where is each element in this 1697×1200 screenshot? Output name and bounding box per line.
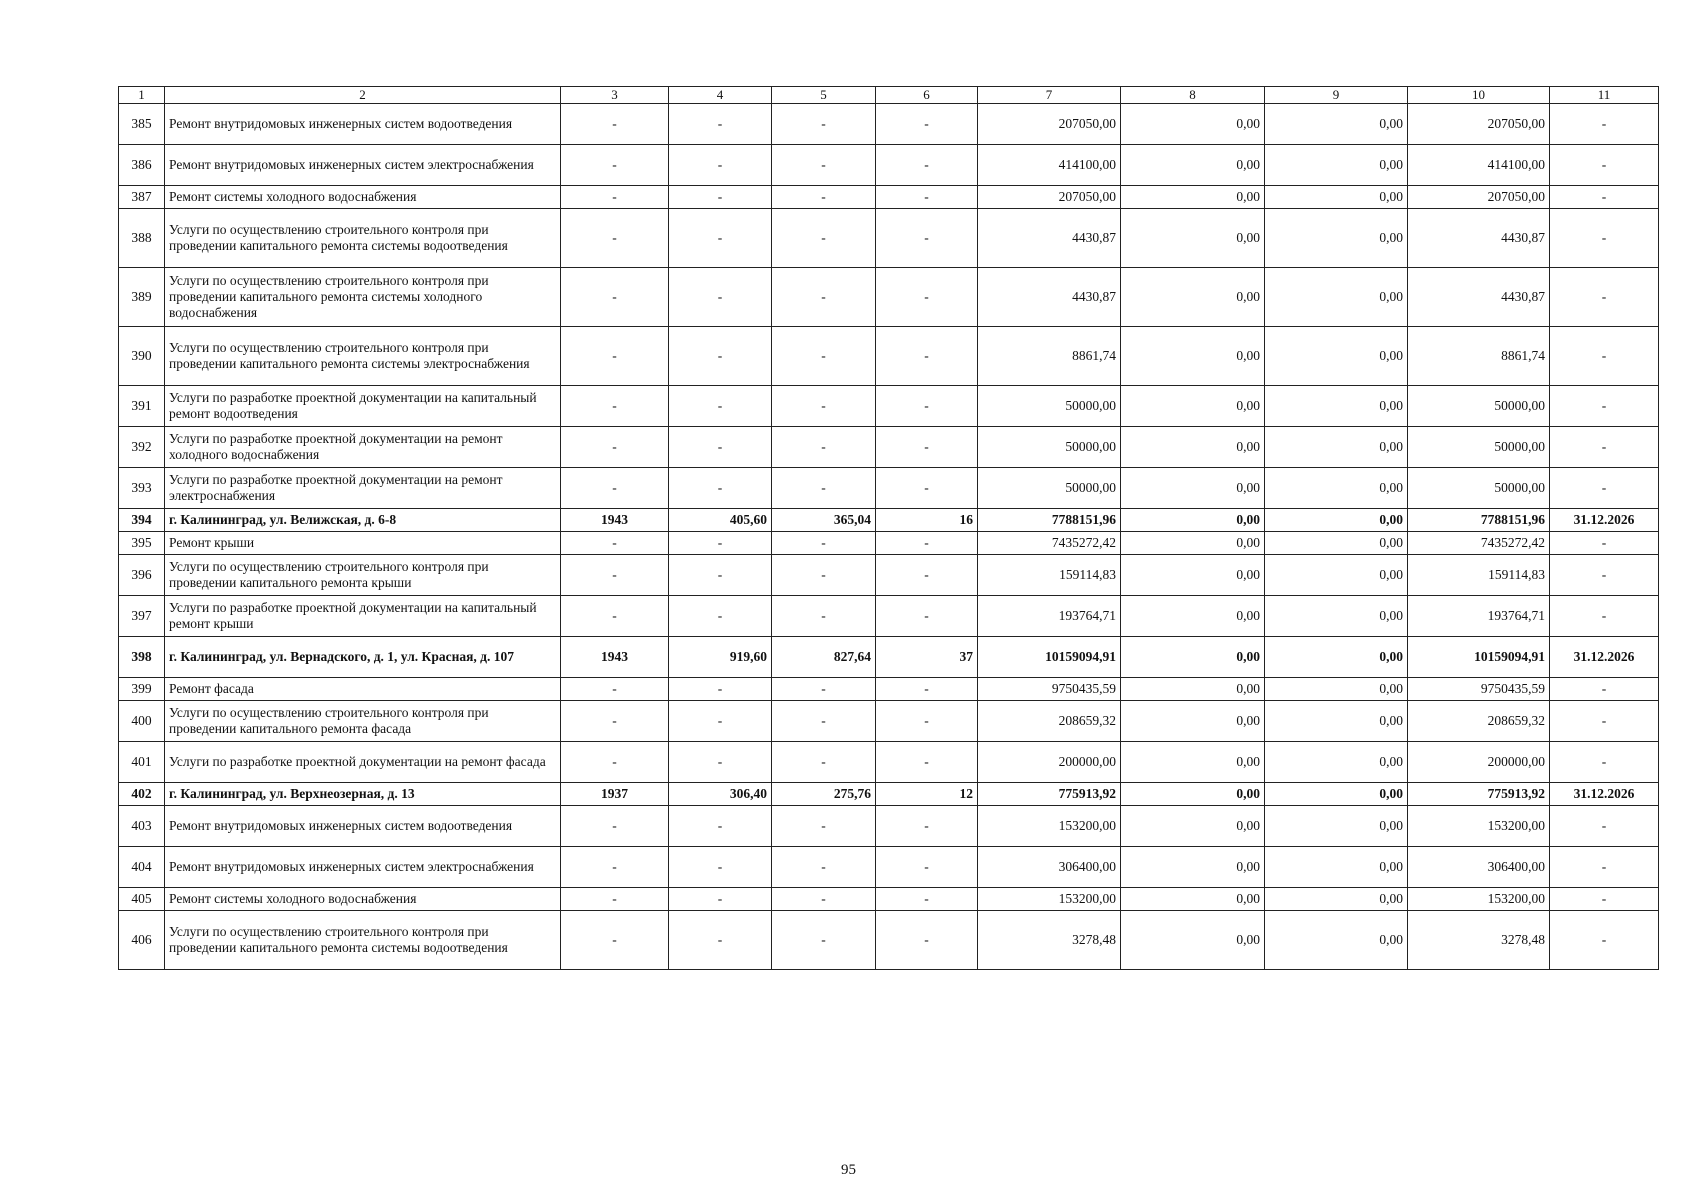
cell-col5: -: [772, 427, 876, 468]
cell-col6: -: [876, 427, 978, 468]
work-name: Услуги по разработке проектной документации на капитальный ремонт крыши: [165, 596, 561, 637]
cell-col10: 208659,32: [1408, 701, 1550, 742]
table-row-address: [119, 637, 1659, 678]
cell-col7: 153200,00: [978, 806, 1121, 847]
cell-col8: 0,00: [1121, 555, 1265, 596]
cell-col3: 1937: [561, 783, 669, 806]
row-number: 401: [119, 742, 165, 783]
cell-col7: 207050,00: [978, 186, 1121, 209]
cell-col11: -: [1550, 268, 1659, 327]
cell-col7: 50000,00: [978, 386, 1121, 427]
cell-col8: 0,00: [1121, 637, 1265, 678]
cell-col7: 414100,00: [978, 145, 1121, 186]
row-number: 385: [119, 104, 165, 145]
cell-col4: 919,60: [669, 637, 772, 678]
cell-col11: 31.12.2026: [1550, 637, 1659, 678]
cell-col7: 159114,83: [978, 555, 1121, 596]
cell-col3: -: [561, 386, 669, 427]
cell-col10: 50000,00: [1408, 386, 1550, 427]
cell-col9: 0,00: [1265, 145, 1408, 186]
cell-col7: 153200,00: [978, 888, 1121, 911]
cell-col10: 153200,00: [1408, 888, 1550, 911]
cell-col3: -: [561, 532, 669, 555]
cell-col3: -: [561, 327, 669, 386]
cell-col7: 10159094,91: [978, 637, 1121, 678]
cell-col6: -: [876, 888, 978, 911]
table-row: [119, 209, 1659, 268]
cell-col10: 193764,71: [1408, 596, 1550, 637]
cell-col4: -: [669, 386, 772, 427]
work-name: Услуги по разработке проектной документации на ремонт фасада: [165, 742, 561, 783]
cell-col3: -: [561, 186, 669, 209]
cell-col11: -: [1550, 596, 1659, 637]
cell-col5: -: [772, 104, 876, 145]
work-name: Услуги по осуществлению строительного контроля при проведении капитального ремонта крыши: [165, 555, 561, 596]
cell-col7: 4430,87: [978, 209, 1121, 268]
cell-col10: 775913,92: [1408, 783, 1550, 806]
cell-col9: 0,00: [1265, 847, 1408, 888]
table-row: [119, 701, 1659, 742]
column-number: 9: [1265, 87, 1408, 104]
cell-col9: 0,00: [1265, 888, 1408, 911]
row-number: 406: [119, 911, 165, 970]
cell-col8: 0,00: [1121, 386, 1265, 427]
cell-col4: 306,40: [669, 783, 772, 806]
cell-col5: 365,04: [772, 509, 876, 532]
cell-col10: 7435272,42: [1408, 532, 1550, 555]
capital-repair-table: [118, 86, 1659, 970]
cell-col10: 153200,00: [1408, 806, 1550, 847]
cell-col8: 0,00: [1121, 268, 1265, 327]
cell-col8: 0,00: [1121, 678, 1265, 701]
work-name: Услуги по осуществлению строительного контроля при проведении капитального ремонта системы холодного водоснабжения: [165, 268, 561, 327]
cell-col9: 0,00: [1265, 637, 1408, 678]
cell-col10: 50000,00: [1408, 468, 1550, 509]
column-number: 11: [1550, 87, 1659, 104]
cell-col6: -: [876, 209, 978, 268]
column-number: 4: [669, 87, 772, 104]
column-number: 1: [119, 87, 165, 104]
cell-col10: 10159094,91: [1408, 637, 1550, 678]
cell-col3: -: [561, 742, 669, 783]
cell-col4: -: [669, 555, 772, 596]
cell-col10: 8861,74: [1408, 327, 1550, 386]
cell-col9: 0,00: [1265, 678, 1408, 701]
cell-col11: -: [1550, 209, 1659, 268]
cell-col11: -: [1550, 806, 1659, 847]
cell-col8: 0,00: [1121, 145, 1265, 186]
cell-col9: 0,00: [1265, 701, 1408, 742]
cell-col6: -: [876, 386, 978, 427]
cell-col3: -: [561, 427, 669, 468]
row-number: 400: [119, 701, 165, 742]
cell-col3: 1943: [561, 637, 669, 678]
cell-col3: -: [561, 847, 669, 888]
row-number: 390: [119, 327, 165, 386]
cell-col11: -: [1550, 555, 1659, 596]
cell-col4: -: [669, 596, 772, 637]
cell-col3: -: [561, 596, 669, 637]
cell-col5: -: [772, 186, 876, 209]
cell-col11: -: [1550, 468, 1659, 509]
cell-col6: -: [876, 268, 978, 327]
cell-col9: 0,00: [1265, 327, 1408, 386]
cell-col11: -: [1550, 742, 1659, 783]
cell-col7: 775913,92: [978, 783, 1121, 806]
work-name: Ремонт внутридомовых инженерных систем водоотведения: [165, 806, 561, 847]
cell-col9: 0,00: [1265, 509, 1408, 532]
cell-col3: -: [561, 701, 669, 742]
cell-col8: 0,00: [1121, 104, 1265, 145]
work-name: Ремонт внутридомовых инженерных систем электроснабжения: [165, 145, 561, 186]
cell-col7: 50000,00: [978, 468, 1121, 509]
cell-col9: 0,00: [1265, 742, 1408, 783]
cell-col8: 0,00: [1121, 427, 1265, 468]
cell-col3: -: [561, 911, 669, 970]
cell-col10: 9750435,59: [1408, 678, 1550, 701]
cell-col4: -: [669, 268, 772, 327]
cell-col10: 207050,00: [1408, 104, 1550, 145]
work-name: Ремонт фасада: [165, 678, 561, 701]
table-row: [119, 468, 1659, 509]
cell-col9: 0,00: [1265, 911, 1408, 970]
cell-col5: -: [772, 555, 876, 596]
cell-col11: -: [1550, 145, 1659, 186]
cell-col6: -: [876, 104, 978, 145]
column-number-row: [119, 87, 1659, 104]
cell-col5: -: [772, 742, 876, 783]
cell-col3: 1943: [561, 509, 669, 532]
cell-col8: 0,00: [1121, 742, 1265, 783]
cell-col9: 0,00: [1265, 209, 1408, 268]
cell-col9: 0,00: [1265, 427, 1408, 468]
cell-col5: -: [772, 386, 876, 427]
cell-col6: -: [876, 596, 978, 637]
cell-col11: -: [1550, 327, 1659, 386]
cell-col10: 200000,00: [1408, 742, 1550, 783]
cell-col11: 31.12.2026: [1550, 509, 1659, 532]
table-row: [119, 268, 1659, 327]
cell-col11: -: [1550, 427, 1659, 468]
table-row: [119, 532, 1659, 555]
work-name: Ремонт крыши: [165, 532, 561, 555]
cell-col11: -: [1550, 104, 1659, 145]
cell-col8: 0,00: [1121, 186, 1265, 209]
cell-col10: 207050,00: [1408, 186, 1550, 209]
cell-col6: -: [876, 555, 978, 596]
row-number: 399: [119, 678, 165, 701]
cell-col4: -: [669, 678, 772, 701]
cell-col4: -: [669, 911, 772, 970]
cell-col6: -: [876, 327, 978, 386]
table-row-address: [119, 783, 1659, 806]
cell-col10: 50000,00: [1408, 427, 1550, 468]
cell-col7: 4430,87: [978, 268, 1121, 327]
work-name: Услуги по разработке проектной документации на ремонт холодного водоснабжения: [165, 427, 561, 468]
cell-col11: -: [1550, 847, 1659, 888]
work-name: Ремонт внутридомовых инженерных систем электроснабжения: [165, 847, 561, 888]
row-number: 393: [119, 468, 165, 509]
column-number: 6: [876, 87, 978, 104]
address-name: г. Калининград, ул. Вернадского, д. 1, ул. Красная, д. 107: [165, 637, 561, 678]
cell-col6: -: [876, 742, 978, 783]
cell-col11: -: [1550, 911, 1659, 970]
column-number: 3: [561, 87, 669, 104]
work-name: Услуги по осуществлению строительного контроля при проведении капитального ремонта системы электроснабжения: [165, 327, 561, 386]
work-name: Услуги по разработке проектной документации на ремонт электроснабжения: [165, 468, 561, 509]
cell-col5: -: [772, 268, 876, 327]
work-name: Ремонт системы холодного водоснабжения: [165, 186, 561, 209]
cell-col7: 7435272,42: [978, 532, 1121, 555]
cell-col7: 3278,48: [978, 911, 1121, 970]
cell-col4: -: [669, 847, 772, 888]
cell-col8: 0,00: [1121, 509, 1265, 532]
page-number: 95: [841, 1162, 856, 1178]
table-row: [119, 555, 1659, 596]
row-number: 402: [119, 783, 165, 806]
cell-col5: -: [772, 888, 876, 911]
row-number: 405: [119, 888, 165, 911]
table-row: [119, 327, 1659, 386]
cell-col5: -: [772, 145, 876, 186]
cell-col11: -: [1550, 186, 1659, 209]
table-row: [119, 888, 1659, 911]
cell-col9: 0,00: [1265, 386, 1408, 427]
cell-col5: -: [772, 806, 876, 847]
table-row: [119, 145, 1659, 186]
cell-col9: 0,00: [1265, 468, 1408, 509]
work-name: Услуги по осуществлению строительного контроля при проведении капитального ремонта системы водоотведения: [165, 209, 561, 268]
cell-col4: -: [669, 701, 772, 742]
cell-col3: -: [561, 104, 669, 145]
row-number: 398: [119, 637, 165, 678]
cell-col11: -: [1550, 386, 1659, 427]
cell-col4: -: [669, 468, 772, 509]
cell-col5: -: [772, 701, 876, 742]
cell-col8: 0,00: [1121, 209, 1265, 268]
cell-col8: 0,00: [1121, 847, 1265, 888]
cell-col5: 827,64: [772, 637, 876, 678]
cell-col3: -: [561, 806, 669, 847]
cell-col5: -: [772, 596, 876, 637]
cell-col7: 207050,00: [978, 104, 1121, 145]
cell-col6: -: [876, 468, 978, 509]
cell-col4: -: [669, 145, 772, 186]
table-row: [119, 847, 1659, 888]
table-row: [119, 104, 1659, 145]
cell-col10: 4430,87: [1408, 209, 1550, 268]
row-number: 394: [119, 509, 165, 532]
cell-col8: 0,00: [1121, 806, 1265, 847]
table-row: [119, 386, 1659, 427]
row-number: 404: [119, 847, 165, 888]
cell-col3: -: [561, 268, 669, 327]
cell-col8: 0,00: [1121, 888, 1265, 911]
cell-col6: -: [876, 532, 978, 555]
cell-col3: -: [561, 209, 669, 268]
cell-col11: -: [1550, 678, 1659, 701]
cell-col5: -: [772, 209, 876, 268]
cell-col4: -: [669, 427, 772, 468]
work-name: Услуги по осуществлению строительного контроля при проведении капитального ремонта фасада: [165, 701, 561, 742]
cell-col4: -: [669, 532, 772, 555]
cell-col3: -: [561, 678, 669, 701]
address-name: г. Калининград, ул. Велижская, д. 6-8: [165, 509, 561, 532]
cell-col3: -: [561, 145, 669, 186]
cell-col4: -: [669, 806, 772, 847]
cell-col5: -: [772, 532, 876, 555]
cell-col5: -: [772, 468, 876, 509]
cell-col9: 0,00: [1265, 806, 1408, 847]
cell-col4: -: [669, 186, 772, 209]
cell-col11: -: [1550, 888, 1659, 911]
cell-col6: -: [876, 701, 978, 742]
cell-col3: -: [561, 468, 669, 509]
cell-col9: 0,00: [1265, 555, 1408, 596]
cell-col3: -: [561, 888, 669, 911]
column-number: 10: [1408, 87, 1550, 104]
work-name: Ремонт системы холодного водоснабжения: [165, 888, 561, 911]
row-number: 396: [119, 555, 165, 596]
cell-col6: 12: [876, 783, 978, 806]
cell-col9: 0,00: [1265, 596, 1408, 637]
column-number: 8: [1121, 87, 1265, 104]
row-number: 386: [119, 145, 165, 186]
cell-col11: -: [1550, 701, 1659, 742]
cell-col4: -: [669, 209, 772, 268]
cell-col8: 0,00: [1121, 701, 1265, 742]
cell-col7: 306400,00: [978, 847, 1121, 888]
cell-col6: -: [876, 806, 978, 847]
cell-col11: -: [1550, 532, 1659, 555]
work-name: Ремонт внутридомовых инженерных систем водоотведения: [165, 104, 561, 145]
column-number: 2: [165, 87, 561, 104]
cell-col7: 7788151,96: [978, 509, 1121, 532]
cell-col6: -: [876, 678, 978, 701]
row-number: 387: [119, 186, 165, 209]
cell-col6: -: [876, 911, 978, 970]
table-row: [119, 596, 1659, 637]
cell-col5: -: [772, 678, 876, 701]
cell-col9: 0,00: [1265, 104, 1408, 145]
cell-col8: 0,00: [1121, 468, 1265, 509]
cell-col5: -: [772, 911, 876, 970]
cell-col8: 0,00: [1121, 911, 1265, 970]
work-name: Услуги по разработке проектной документации на капитальный ремонт водоотведения: [165, 386, 561, 427]
cell-col8: 0,00: [1121, 532, 1265, 555]
cell-col4: -: [669, 888, 772, 911]
table-row: [119, 911, 1659, 970]
table-row: [119, 806, 1659, 847]
cell-col5: 275,76: [772, 783, 876, 806]
row-number: 397: [119, 596, 165, 637]
cell-col10: 4430,87: [1408, 268, 1550, 327]
cell-col9: 0,00: [1265, 268, 1408, 327]
table-row-address: [119, 509, 1659, 532]
cell-col6: -: [876, 186, 978, 209]
cell-col6: -: [876, 847, 978, 888]
cell-col7: 193764,71: [978, 596, 1121, 637]
row-number: 391: [119, 386, 165, 427]
row-number: 388: [119, 209, 165, 268]
cell-col7: 50000,00: [978, 427, 1121, 468]
cell-col3: -: [561, 555, 669, 596]
cell-col10: 3278,48: [1408, 911, 1550, 970]
row-number: 395: [119, 532, 165, 555]
cell-col5: -: [772, 847, 876, 888]
cell-col9: 0,00: [1265, 186, 1408, 209]
cell-col6: 37: [876, 637, 978, 678]
cell-col4: 405,60: [669, 509, 772, 532]
cell-col8: 0,00: [1121, 596, 1265, 637]
table-row: [119, 186, 1659, 209]
cell-col10: 7788151,96: [1408, 509, 1550, 532]
table-row: [119, 742, 1659, 783]
row-number: 392: [119, 427, 165, 468]
table-row: [119, 678, 1659, 701]
cell-col5: -: [772, 327, 876, 386]
row-number: 389: [119, 268, 165, 327]
table-row: [119, 427, 1659, 468]
cell-col8: 0,00: [1121, 327, 1265, 386]
cell-col10: 414100,00: [1408, 145, 1550, 186]
cell-col7: 9750435,59: [978, 678, 1121, 701]
cell-col8: 0,00: [1121, 783, 1265, 806]
address-name: г. Калининград, ул. Верхнеозерная, д. 13: [165, 783, 561, 806]
column-number: 5: [772, 87, 876, 104]
cell-col7: 208659,32: [978, 701, 1121, 742]
cell-col6: 16: [876, 509, 978, 532]
cell-col7: 8861,74: [978, 327, 1121, 386]
cell-col9: 0,00: [1265, 532, 1408, 555]
row-number: 403: [119, 806, 165, 847]
cell-col9: 0,00: [1265, 783, 1408, 806]
cell-col7: 200000,00: [978, 742, 1121, 783]
cell-col4: -: [669, 327, 772, 386]
column-number: 7: [978, 87, 1121, 104]
cell-col4: -: [669, 104, 772, 145]
cell-col10: 159114,83: [1408, 555, 1550, 596]
cell-col6: -: [876, 145, 978, 186]
cell-col10: 306400,00: [1408, 847, 1550, 888]
work-name: Услуги по осуществлению строительного контроля при проведении капитального ремонта системы водоотведения: [165, 911, 561, 970]
cell-col11: 31.12.2026: [1550, 783, 1659, 806]
cell-col4: -: [669, 742, 772, 783]
